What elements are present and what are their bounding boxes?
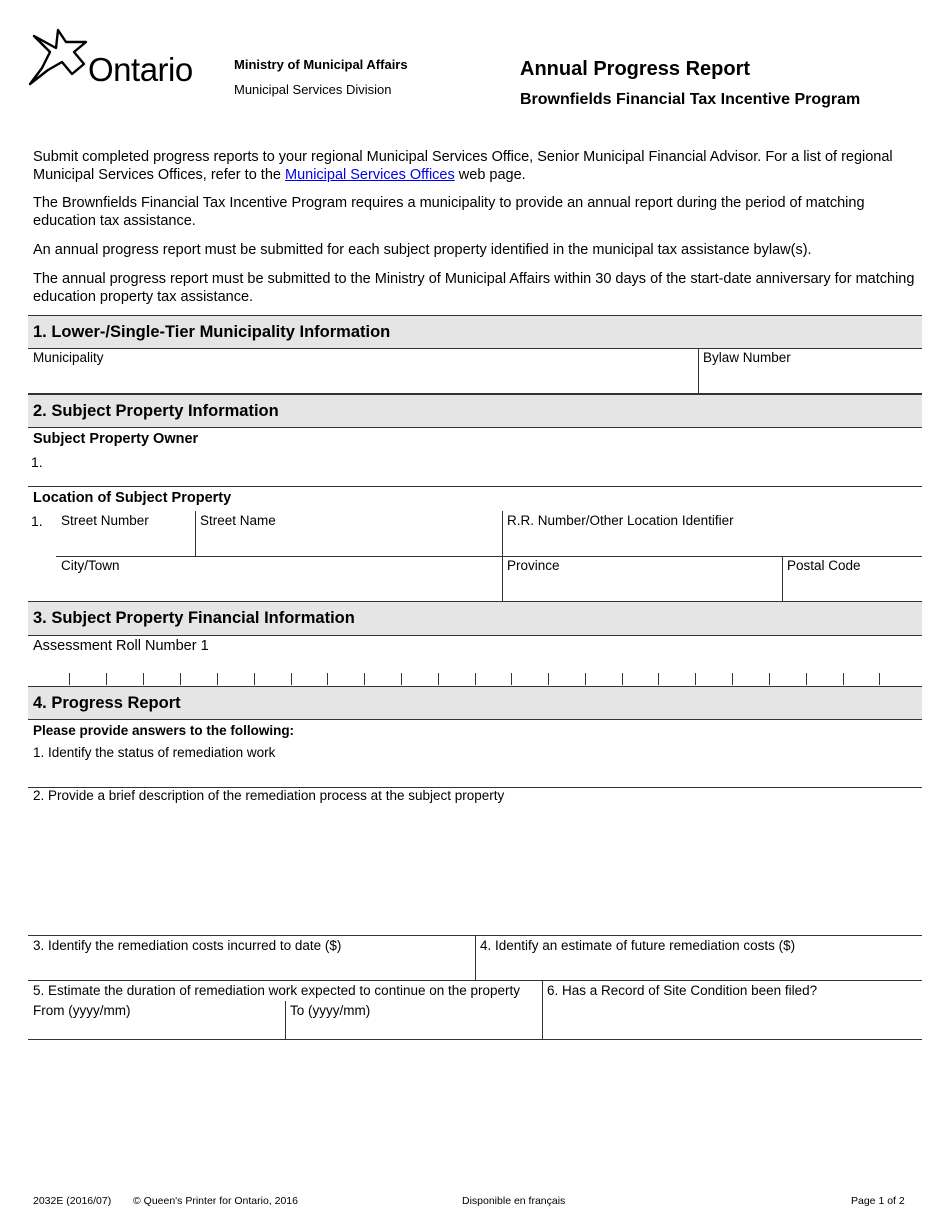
instructions: Please provide answers to the following: [33, 723, 295, 738]
to-date-label: To (yyyy/mm) [290, 1003, 371, 1018]
roll-digit-separator [143, 673, 144, 685]
rr-number-field[interactable] [503, 510, 922, 556]
province-field[interactable] [503, 557, 782, 601]
rr-number-label: R.R. Number/Other Location Identifier [507, 513, 734, 528]
roll-digit-separator [548, 673, 549, 685]
street-number-field[interactable] [56, 510, 195, 556]
assessment-roll-label: Assessment Roll Number 1 [33, 638, 209, 654]
section-3-header: 3. Subject Property Financial Information [28, 601, 922, 636]
divider [28, 1039, 922, 1040]
postal-code-field[interactable] [783, 557, 922, 601]
roll-digit-separator [843, 673, 844, 685]
section-2-header: 2. Subject Property Information [28, 393, 922, 428]
roll-digit-separator [401, 673, 402, 685]
roll-digit-separator [254, 673, 255, 685]
owner-number: 1. [31, 454, 43, 470]
roll-digit-separator [69, 673, 70, 685]
copyright: © Queen's Printer for Ontario, 2016 [133, 1195, 298, 1207]
intro-paragraph-4: The annual progress report must be submitted to the Ministry of Municipal Affairs within 30 days of the start-date anniversary for matching education property tax assistance. [33, 271, 915, 305]
intro-paragraph-2: The Brownfields Financial Tax Incentive Program requires a municipality to provide an annual report during the period of matching education tax assistance. [33, 195, 865, 229]
location-heading: Location of Subject Property [33, 490, 232, 506]
question-3-field[interactable] [28, 936, 475, 980]
owner-field[interactable] [48, 450, 922, 486]
question-3-label: 3. Identify the remediation costs incurred to date ($) [33, 938, 342, 953]
municipality-field[interactable] [28, 349, 698, 393]
municipality-label: Municipality [33, 350, 104, 365]
street-name-label: Street Name [200, 513, 276, 528]
roll-digit-separator [475, 673, 476, 685]
program-title: Brownfields Financial Tax Incentive Program [520, 91, 861, 108]
city-town-label: City/Town [61, 558, 120, 573]
owner-heading: Subject Property Owner [33, 431, 199, 447]
street-number-label: Street Number [61, 513, 149, 528]
question-1-field[interactable] [28, 762, 922, 787]
question-2-label: 2. Provide a brief description of the remediation process at the subject property [33, 788, 505, 803]
street-name-field[interactable] [196, 510, 502, 556]
roll-digit-separator [622, 673, 623, 685]
from-date-field[interactable] [28, 1000, 285, 1039]
location-number: 1. [31, 513, 43, 529]
roll-digit-separator [879, 673, 880, 685]
roll-digit-separator [511, 673, 512, 685]
ministry-name: Ministry of Municipal Affairs [234, 57, 408, 72]
roll-digit-separator [364, 673, 365, 685]
from-date-label: From (yyyy/mm) [33, 1003, 131, 1018]
question-4-field[interactable] [476, 936, 922, 980]
roll-digit-separator [180, 673, 181, 685]
assessment-roll-field[interactable] [33, 660, 923, 686]
city-town-field[interactable] [56, 557, 502, 601]
municipal-services-offices-link[interactable]: Municipal Services Offices [284, 167, 455, 183]
page-title: Annual Progress Report [520, 58, 751, 80]
question-1-label: 1. Identify the status of remediation work [33, 745, 276, 760]
province-label: Province [507, 558, 560, 573]
roll-digit-separator [327, 673, 328, 685]
form-id: 2032E (2016/07) [33, 1195, 112, 1207]
roll-digit-separator [438, 673, 439, 685]
divider [28, 486, 922, 487]
bylaw-number-field[interactable] [699, 349, 922, 393]
roll-digit-separator [806, 673, 807, 685]
roll-digit-separator [658, 673, 659, 685]
section-1-header: 1. Lower-/Single-Tier Municipality Information [28, 315, 922, 349]
roll-digit-separator [695, 673, 696, 685]
roll-digit-separator [585, 673, 586, 685]
roll-digit-separator [291, 673, 292, 685]
section-4-header: 4. Progress Report [28, 686, 922, 720]
division-name: Municipal Services Division [234, 82, 392, 97]
question-4-label: 4. Identify an estimate of future remediation costs ($) [480, 938, 796, 953]
ontario-wordmark: Ontario [88, 51, 193, 88]
page-number: Page 1 of 2 [851, 1195, 905, 1207]
french-available: Disponible en français [462, 1195, 566, 1207]
question-2-field[interactable] [28, 806, 922, 935]
bylaw-number-label: Bylaw Number [703, 350, 791, 365]
to-date-field[interactable] [286, 1000, 542, 1039]
roll-digit-separator [217, 673, 218, 685]
question-6-label: 6. Has a Record of Site Condition been filed? [547, 983, 818, 998]
intro-paragraph-3: An annual progress report must be submitted for each subject property identified in the municipal tax assistance bylaw(s). [33, 242, 812, 258]
postal-code-label: Postal Code [787, 558, 861, 573]
question-5-label: 5. Estimate the duration of remediation work expected to continue on the property [33, 983, 521, 998]
roll-digit-separator [106, 673, 107, 685]
roll-digit-separator [769, 673, 770, 685]
intro-paragraph-1: Submit completed progress reports to your regional Municipal Services Office, Senior Municipal Financial Advisor. For a list of regional Municipal Services Offices, refer to the Municipal Services Offices web page. [33, 149, 893, 183]
roll-digit-separator [732, 673, 733, 685]
question-6-field[interactable] [543, 981, 922, 1039]
